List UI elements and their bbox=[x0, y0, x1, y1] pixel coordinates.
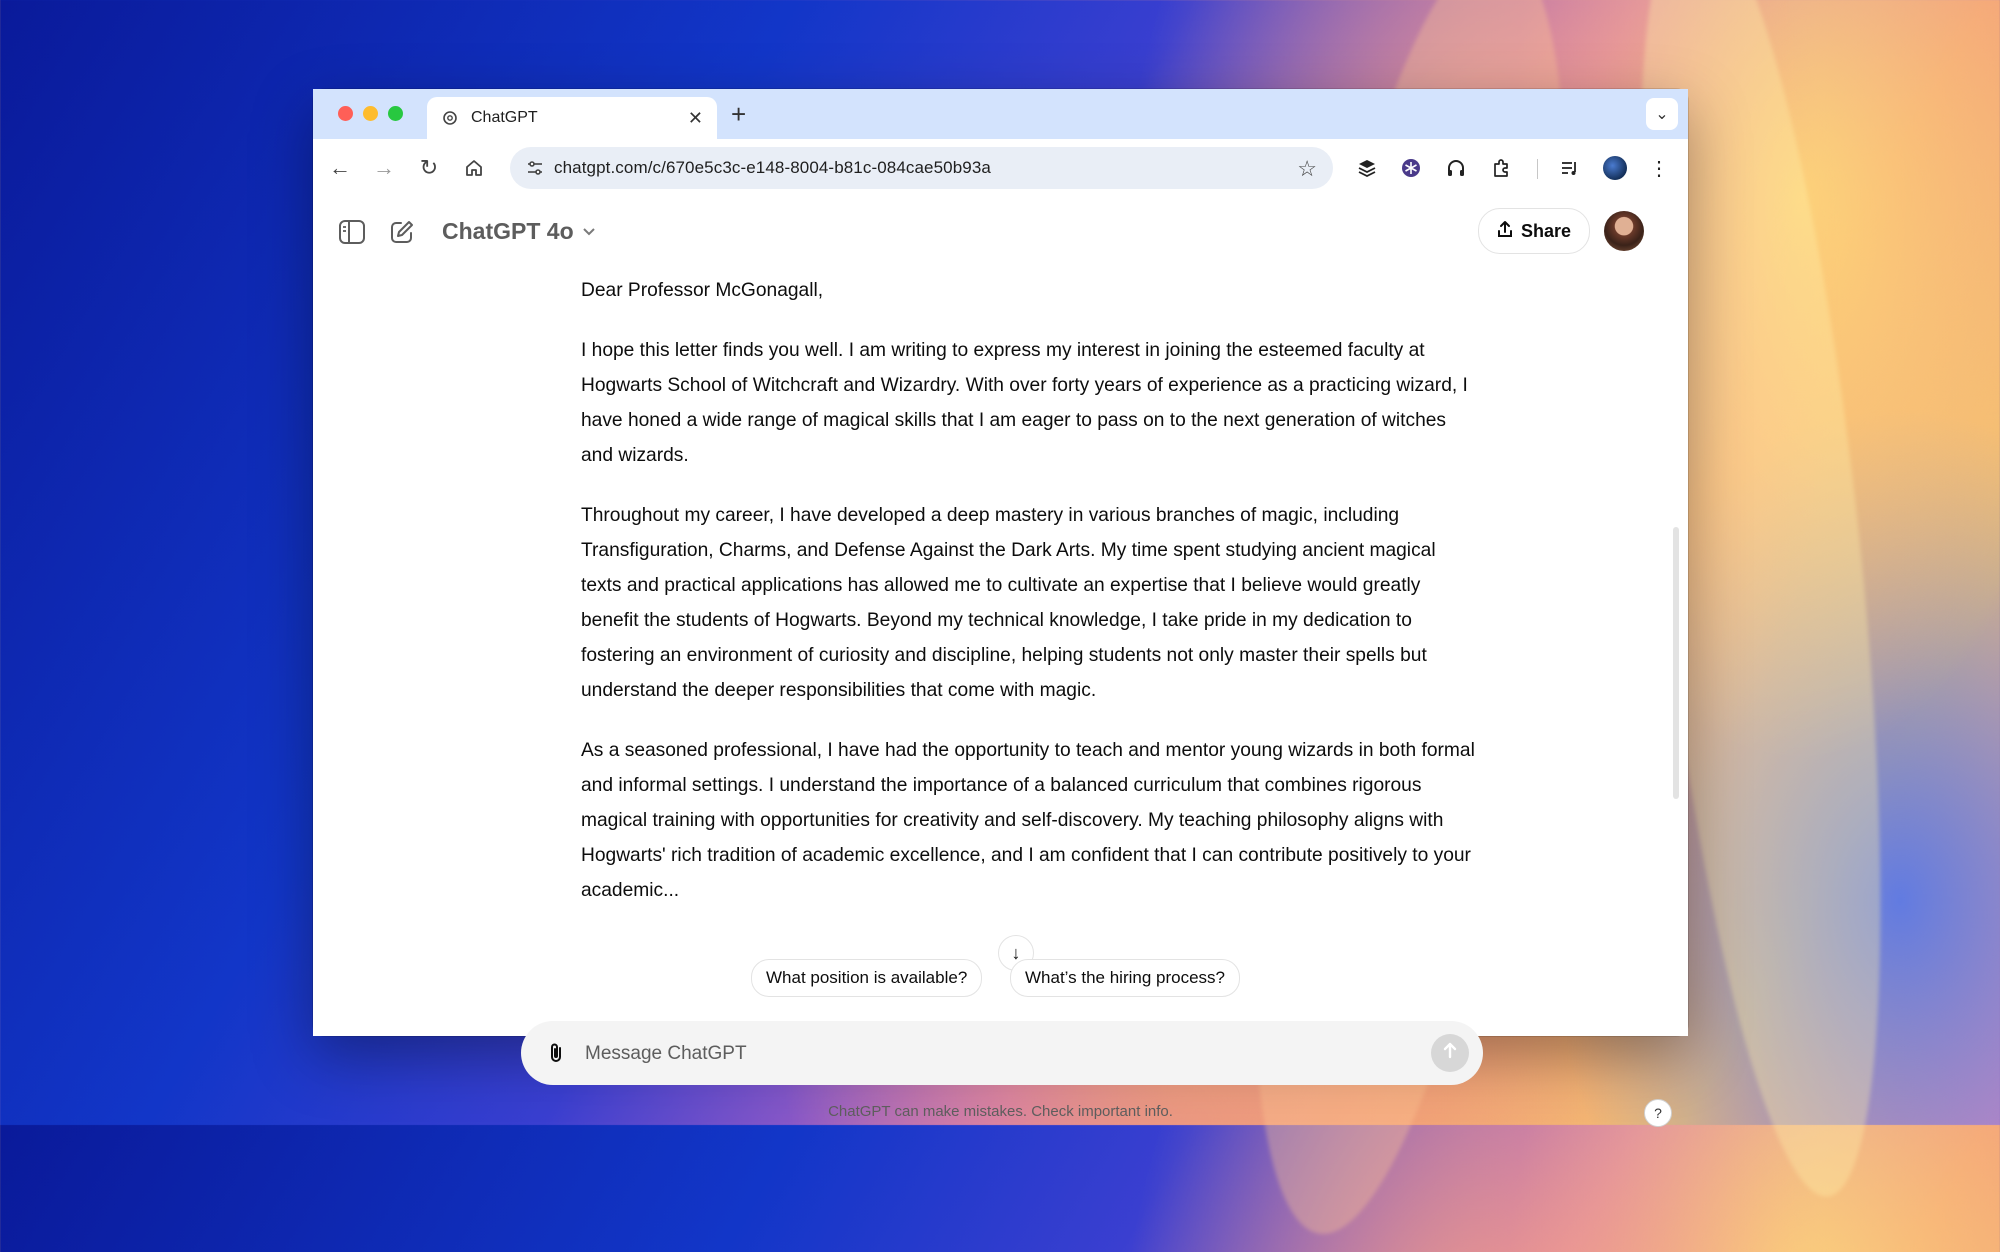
openai-logo-icon bbox=[441, 109, 459, 127]
tab-search-button[interactable] bbox=[1646, 98, 1678, 130]
message-paragraph: I hope this letter finds you well. I am writing to express my interest in joining the esteemed faculty at Hogwarts School of Witchcraft and Wizardry. With over forty years of experience as a practicing wizard, I have honed a wide range of magical skills that I am eager to pass on to the next generation of witches and wizards. bbox=[581, 340, 1468, 466]
tab-chatgpt[interactable] bbox=[427, 97, 717, 139]
toolbar-separator bbox=[1537, 159, 1538, 179]
asterisk-extension-icon[interactable] bbox=[1396, 153, 1426, 183]
profile-icon[interactable] bbox=[1600, 153, 1630, 183]
chatgpt-app bbox=[313, 197, 1688, 1121]
sidebar-toggle-icon[interactable] bbox=[337, 217, 367, 247]
headphones-extension-icon[interactable] bbox=[1441, 153, 1471, 183]
browser-window bbox=[313, 89, 1688, 1121]
arrow-down-icon: ↓ bbox=[1011, 942, 1021, 963]
paperclip-icon[interactable] bbox=[541, 1038, 571, 1068]
tab-bar bbox=[313, 89, 1688, 139]
reload-icon: ↻ bbox=[419, 155, 439, 180]
browser-menu-icon[interactable]: ⋮ bbox=[1649, 157, 1669, 180]
assistant-message bbox=[581, 273, 1481, 901]
browser-toolbar bbox=[313, 139, 1688, 198]
message-paragraph: As a seasoned professional, I have had the opportunity to teach and mentor young wizards in both formal and informal settings. I understand the importance of a balanced curriculum that combines rigorous magical training with opportunities for creativity and self-discovery. My teaching philosophy aligns with Hogwarts' rich tradition of academic excellence, and I am confident that I can contribute positively to your academic... bbox=[581, 740, 1475, 901]
arrow-right-icon: → bbox=[373, 155, 395, 180]
url-text[interactable]: chatgpt.com/c/670e5c3c-e148-8004-b81c-084cae50b93a bbox=[554, 158, 991, 177]
site-settings-icon[interactable] bbox=[524, 157, 546, 179]
user-avatar[interactable] bbox=[1604, 211, 1644, 251]
bookmark-star-icon[interactable]: ☆ bbox=[1297, 156, 1317, 181]
tab-close-icon[interactable]: ✕ bbox=[687, 107, 703, 128]
message-paragraph: Dear Professor McGonagall, bbox=[581, 280, 824, 301]
home-button[interactable] bbox=[459, 153, 489, 183]
arrow-up-icon bbox=[1442, 1041, 1458, 1065]
tab-title: ChatGPT bbox=[471, 109, 538, 126]
app-header bbox=[313, 197, 1688, 265]
zoom-window-button[interactable] bbox=[388, 106, 403, 121]
arrow-left-icon: ← bbox=[329, 155, 351, 180]
chevron-down-icon bbox=[582, 224, 596, 240]
message-paragraph: Throughout my career, I have developed a deep mastery in various branches of magic, including Transfiguration, Charms, and Defense Against the Dark Arts. My time spent studying ancient magical texts and practical applications has allowed me to cultivate an expertise that I believe would greatly benefit the students of Hogwarts. Beyond my technical knowledge, I take pride in my dedication to fostering an environment of curiosity and discipline, helping students not only master their spells but understand the deeper responsibilities that come with magic. bbox=[581, 505, 1436, 701]
share-button[interactable] bbox=[1478, 208, 1590, 254]
reload-button[interactable] bbox=[414, 153, 444, 183]
chat-scrollbar[interactable] bbox=[1673, 527, 1679, 799]
close-window-button[interactable] bbox=[338, 106, 353, 121]
chevron-down-icon: ⌄ bbox=[1655, 106, 1669, 123]
media-controls-icon[interactable] bbox=[1555, 153, 1585, 183]
home-icon bbox=[464, 158, 484, 178]
address-bar[interactable] bbox=[510, 147, 1333, 189]
layers-extension-icon[interactable] bbox=[1352, 153, 1382, 183]
send-button[interactable] bbox=[1431, 1034, 1469, 1072]
puzzle-extensions-icon[interactable] bbox=[1486, 153, 1516, 183]
message-input[interactable] bbox=[583, 1035, 1387, 1073]
new-tab-button[interactable]: + bbox=[731, 99, 747, 129]
minimize-window-button[interactable] bbox=[363, 106, 378, 121]
share-label: Share bbox=[1520, 220, 1572, 241]
help-button[interactable]: ? bbox=[1644, 1099, 1672, 1127]
share-upload-icon bbox=[1497, 220, 1513, 243]
suggestion-chip[interactable]: What’s the hiring process? bbox=[1010, 959, 1240, 997]
forward-button[interactable] bbox=[369, 153, 399, 183]
message-composer bbox=[521, 1021, 1483, 1085]
new-chat-icon[interactable] bbox=[387, 217, 417, 247]
suggestion-chip[interactable]: What position is available? bbox=[751, 959, 982, 997]
disclaimer-text: ChatGPT can make mistakes. Check important info. bbox=[828, 1103, 1173, 1120]
model-selector[interactable] bbox=[442, 218, 596, 245]
model-name: ChatGPT 4o bbox=[442, 218, 574, 244]
back-button[interactable] bbox=[325, 153, 355, 183]
